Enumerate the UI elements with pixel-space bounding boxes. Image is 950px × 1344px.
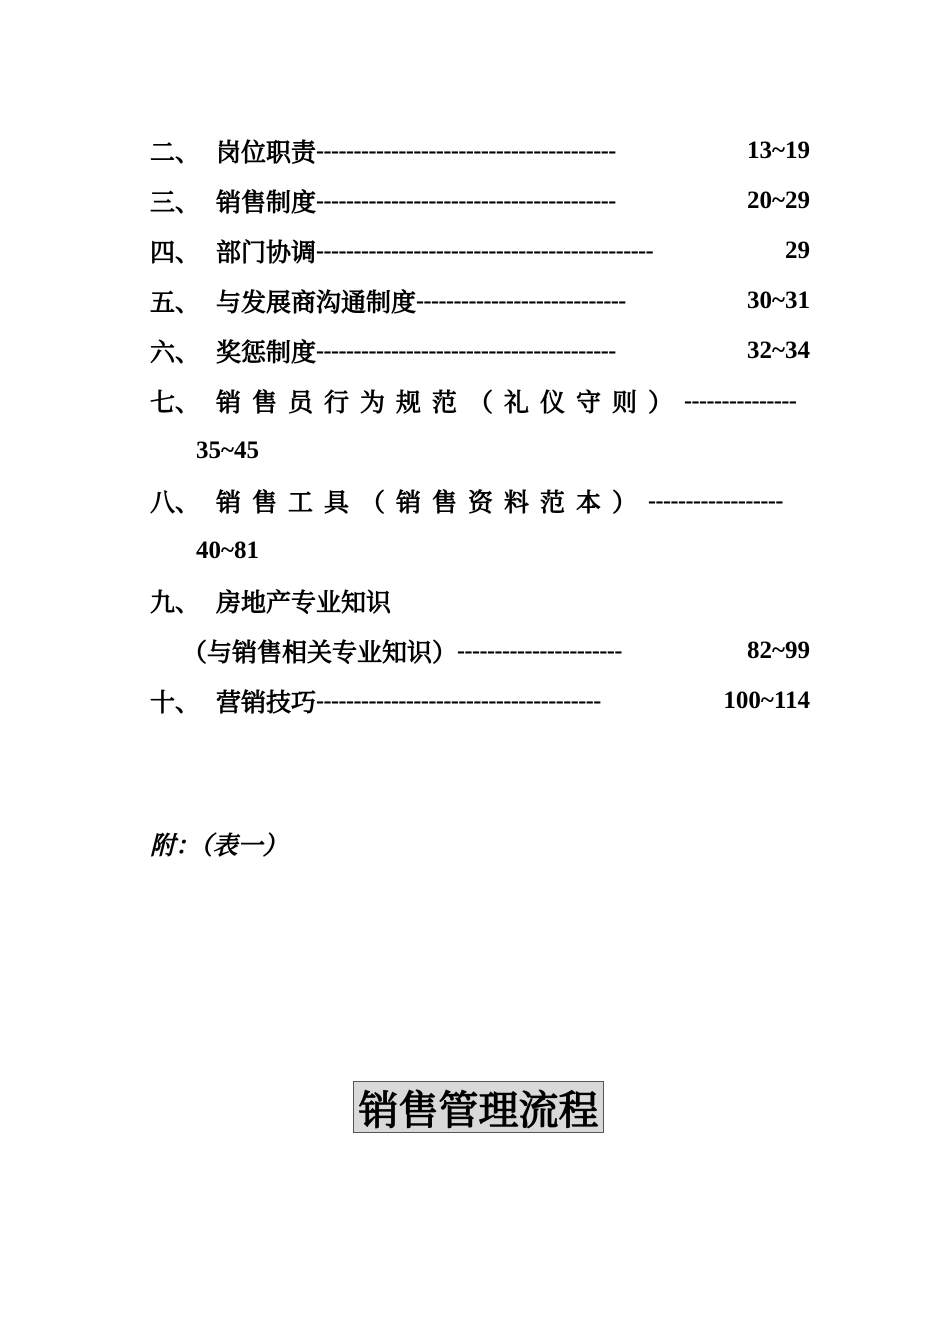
- toc-leader: ----------------------------: [416, 287, 626, 314]
- section-title: 销售管理流程: [353, 1081, 604, 1133]
- toc-entry: [150, 326, 810, 376]
- toc-entry-subtitle: （与销售相关专业知识）: [182, 638, 458, 667]
- toc-entry-title: 房地产专业知识: [216, 588, 392, 617]
- toc-entry: [150, 476, 810, 526]
- toc-entry-pages: 32~34: [746, 337, 810, 364]
- toc-entry-number: 十、: [150, 688, 201, 717]
- toc-entry-title: 销售制度: [216, 188, 317, 217]
- toc-entry-pages: 13~19: [746, 137, 810, 164]
- toc-leader: ---------------------------------------------: [316, 237, 654, 264]
- toc-entry: [150, 676, 810, 726]
- toc-entry-pages: 82~99: [746, 637, 810, 664]
- toc-entry-title: 销售工具（销售资料范本）: [216, 488, 649, 517]
- toc-entry-title: 销售员行为规范（礼仪守则）: [216, 388, 685, 417]
- toc-entry-number: 四、: [150, 238, 201, 267]
- table-of-contents: [150, 126, 810, 726]
- toc-entry-number: 八、: [150, 488, 201, 517]
- toc-entry-number: 六、: [150, 338, 201, 367]
- toc-leader: ----------------------------------------: [316, 337, 616, 364]
- toc-entry-pages: 29: [785, 237, 810, 264]
- toc-entry-pages: 35~45: [196, 437, 260, 464]
- toc-entry: [150, 126, 810, 176]
- toc-entry: [150, 276, 810, 326]
- toc-entry-title: 与发展商沟通制度: [216, 288, 417, 317]
- toc-entry-pages: 20~29: [746, 187, 810, 214]
- toc-leader: ------------------: [648, 487, 783, 514]
- toc-leader: ---------------: [684, 387, 797, 414]
- toc-entry-number: 七、: [150, 388, 201, 417]
- toc-entry-pages: 100~114: [723, 687, 810, 714]
- toc-entry-title: 营销技巧: [216, 688, 317, 717]
- toc-entry: [150, 176, 810, 226]
- toc-entry-pages: 30~31: [746, 287, 810, 314]
- toc-entry: [150, 226, 810, 276]
- toc-entry-number: 五、: [150, 288, 201, 317]
- toc-leader: ----------------------------------------: [316, 187, 616, 214]
- toc-entry-title: 奖惩制度: [216, 338, 317, 367]
- toc-leader: ----------------------: [457, 637, 622, 664]
- toc-entry-continuation: [150, 526, 810, 576]
- toc-entry-pages: 40~81: [196, 537, 260, 564]
- toc-entry-number: 二、: [150, 138, 201, 167]
- toc-entry: [150, 376, 810, 426]
- toc-entry-number: 三、: [150, 188, 201, 217]
- toc-entry-subtitle-line: [150, 626, 810, 676]
- toc-entry-title: 部门协调: [216, 238, 317, 267]
- toc-entry-title: 岗位职责: [216, 138, 317, 167]
- toc-entry-number: 九、: [150, 588, 201, 617]
- toc-entry-continuation: [150, 426, 810, 476]
- toc-leader: --------------------------------------: [316, 687, 601, 714]
- toc-entry: [150, 576, 810, 626]
- toc-leader: ----------------------------------------: [316, 137, 616, 164]
- appendix-label: 附：（表一）: [150, 831, 288, 860]
